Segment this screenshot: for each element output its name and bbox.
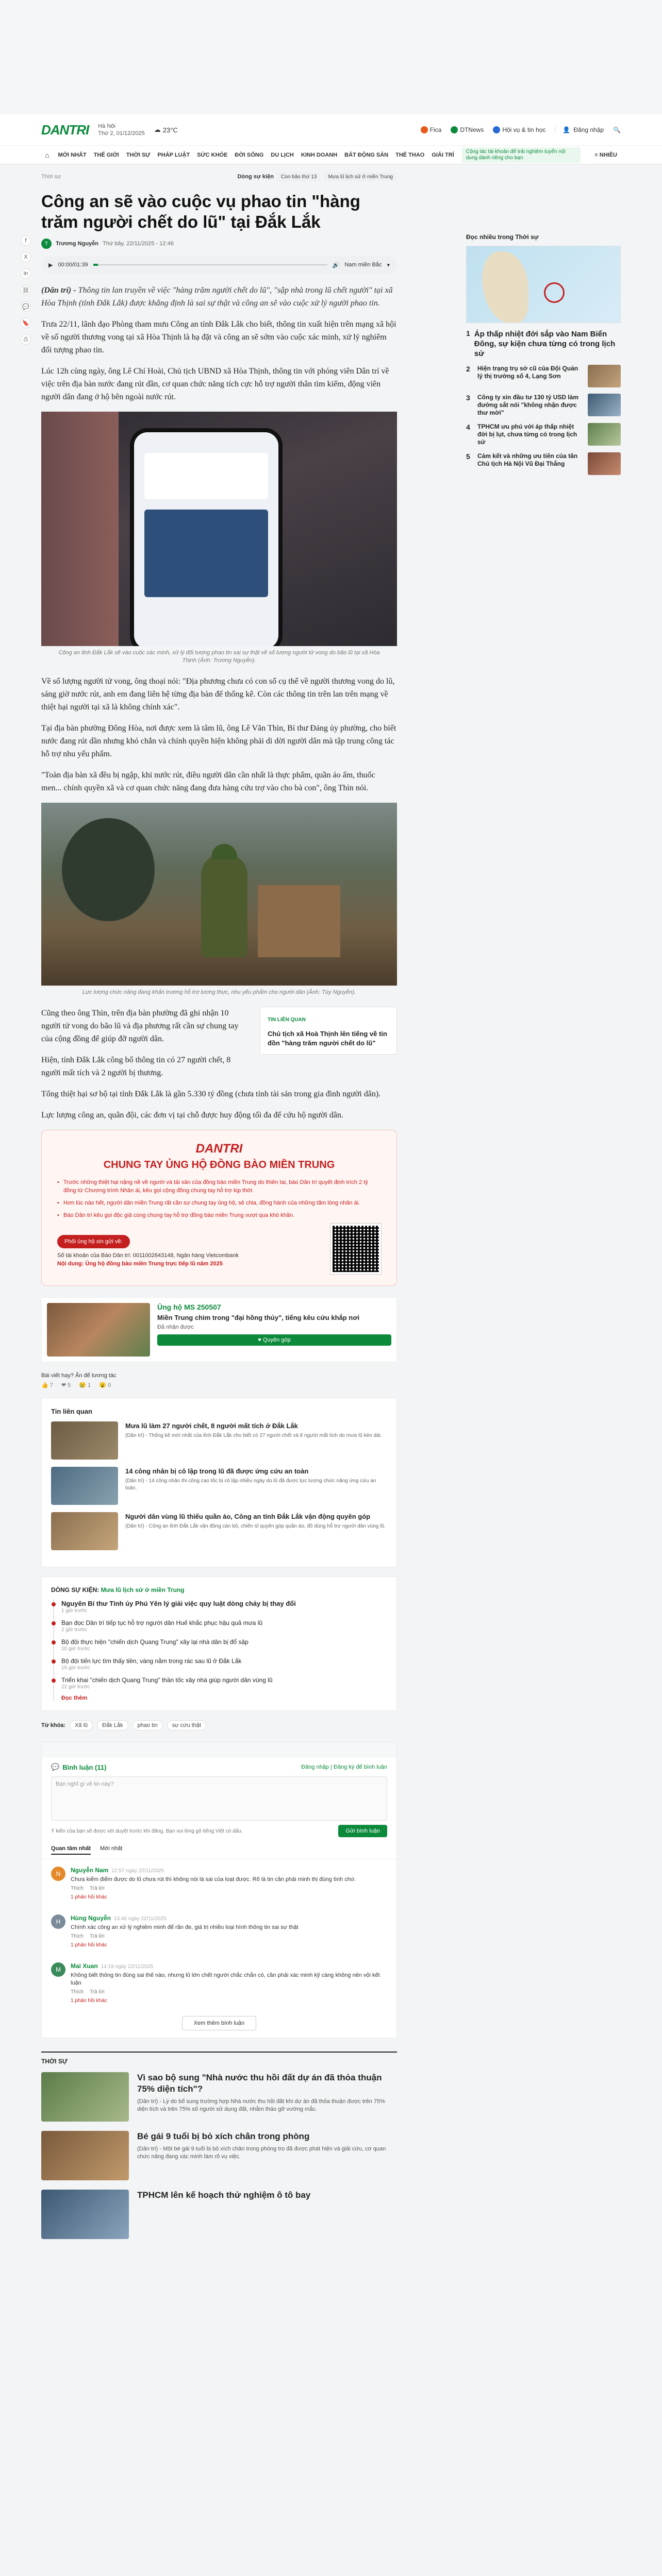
login-label: Đăng nhập xyxy=(573,126,604,133)
avatar: M xyxy=(51,1962,65,1977)
weather-widget[interactable] xyxy=(154,126,178,134)
home-icon[interactable]: ⌂ xyxy=(45,150,49,159)
comment-replies-link[interactable]: 1 phản hồi khác xyxy=(71,1894,107,1900)
comment-reply[interactable]: Trả lời xyxy=(90,1989,105,1995)
rank-number: 3 xyxy=(466,394,470,402)
date-text: Thứ 2, 01/12/2025 xyxy=(98,130,145,137)
hoivu-icon xyxy=(493,126,500,133)
article-figure xyxy=(41,412,397,665)
list-item-title[interactable]: Bé gái 9 tuổi bị bỏ xích chân trong phòng xyxy=(137,2131,310,2141)
paragraph: Lúc 12h cùng ngày, ông Lê Chí Hoài, Chủ tịch UBND xã Hòa Thịnh, thông tin với phóng viên Dân trí về việc trên địa bàn nước đang rút dần, cơ quan chức năng tích cực hỗ trợ người thân tìm kiếm, động viên người dân đang ở hộ bên ngoài nước rút. xyxy=(41,367,389,401)
comment-like[interactable]: Thích xyxy=(71,1934,84,1939)
header-link-fica[interactable] xyxy=(421,126,442,133)
user-icon: 👤 xyxy=(562,126,571,133)
search-icon[interactable]: 🔍 xyxy=(613,126,621,133)
bookmark-icon[interactable]: 🔖 xyxy=(21,318,31,328)
list-item-title[interactable]: TPHCM lên kế hoạch thử nghiệm ô tô bay xyxy=(137,2190,311,2200)
comment-replies-link[interactable]: 1 phản hồi khác xyxy=(71,1998,107,2004)
wow-reaction[interactable]: 😮 0 xyxy=(99,1382,111,1388)
comment-icon: 💬 xyxy=(51,1763,60,1771)
list-item-title[interactable]: 14 công nhân bị cô lập trong lũ đã được ứng cứu an toàn xyxy=(125,1467,309,1475)
sidebar-item-title[interactable]: Cảm kết và những ưu tiên của tân Chủ tịch Hà Nội Vũ Đại Thắng xyxy=(477,452,578,467)
nav-item-kinh-doanh[interactable]: KINH DOANH xyxy=(301,151,338,158)
comment-text: Chưa kiểm điểm được do lũ chưa rút thì không nói là sai của loạt được. Rõ là tin cần phải minh thị đúng tình chứ. xyxy=(71,1876,356,1883)
sidebar-item-title[interactable]: Công ty xin đầu tư 130 tỷ USD làm đường sắt nói "không nhận được thư mời" xyxy=(477,394,579,416)
account-promo[interactable]: Cộng tác tài khoản để trải nghiệm tuyển nội dung dành riêng cho bạn xyxy=(462,147,581,163)
donation-point: • Hơn lúc nào hết, người dân miền Trung rất cần sự chung tay ủng hộ, sẻ chia, đồng hành của những tấm lòng nhân ái. xyxy=(57,1199,381,1207)
event-timeline xyxy=(41,1577,397,1711)
fica-icon xyxy=(421,126,428,133)
sidebar-item[interactable] xyxy=(466,423,621,446)
thumbnail[interactable] xyxy=(588,423,621,446)
comment-item xyxy=(42,1859,396,1907)
list-item-title[interactable]: Vì sao bộ sung "Nhà nước thu hồi đất dự án đã thỏa thuận 75% diện tích"? xyxy=(137,2073,382,2094)
sidebar-heading: Đọc nhiều trong Thời sự xyxy=(466,233,539,241)
flood-relief-image[interactable] xyxy=(41,803,397,986)
sapo-text: Thông tin lan truyền về việc "hàng trăm người chết do lũ", "sập nhà trong lũ chết người" tại xã Hòa Thịnh (tỉnh Đắk Lắk) được khẳng định là sai sự thật và công an sẽ vào cuộc xử lý người phao tin. xyxy=(41,286,393,308)
love-reaction[interactable]: ❤ 5 xyxy=(61,1382,71,1388)
keyword-tag[interactable]: Xã lũ xyxy=(70,1720,93,1731)
sidebar-item-title[interactable]: TPHCM ưu phú với áp thấp nhiệt đới bị lụt, chưa từng có trong lịch sử xyxy=(477,423,577,446)
related-news-title: Tin liên quan xyxy=(51,1408,92,1415)
menu-button[interactable]: ≡ NHIỀU xyxy=(594,151,617,158)
sidebar-item[interactable] xyxy=(466,394,621,417)
date-box xyxy=(98,123,145,137)
nav-item-du-lich[interactable]: DU LỊCH xyxy=(271,151,294,158)
reaction-count: 5 xyxy=(68,1382,71,1388)
list-item-desc: (Dân trí) - Công an tỉnh Đắk Lắk vận động cán bộ, chiến sĩ quyên góp quần áo, đồ dùng hỗ trợ người dân vùng lũ. xyxy=(125,1523,386,1529)
event-read-more[interactable]: Đọc thêm xyxy=(61,1695,88,1701)
top-ad-area xyxy=(0,0,662,114)
comment-item xyxy=(42,1907,396,1955)
header-link-label: Fica xyxy=(429,126,442,133)
fund-donate-button[interactable] xyxy=(157,1334,391,1346)
author-row xyxy=(41,239,397,249)
event-label: DÒNG SỰ KIỆN: xyxy=(51,1586,100,1594)
comments-login-link[interactable]: Đăng nhập xyxy=(301,1764,329,1770)
breadcrumb[interactable]: Thời sự xyxy=(41,174,61,180)
paragraph: Trưa 22/11, lãnh đạo Phòng tham mưu Công an tỉnh Đắk Lắk cho biết, thông tin xuất hiện trên mạng xã hội về số người thương vong tại xã Hòa Thịnh là hạ đặt và công an sẽ sớm vào cuộc xác minh, xử lý nghiêm đối tượng phao tin. xyxy=(41,320,396,354)
thumbnail[interactable] xyxy=(588,452,621,475)
sidebar xyxy=(466,172,621,2248)
comment-text: Chính xác công an xử lý nghiêm minh để răn đe, giá trị nhiều loại hình thông tin sai sự thật xyxy=(71,1924,299,1930)
article-sapo xyxy=(41,284,397,310)
tab-top-comments[interactable]: Quan tâm nhất xyxy=(51,1845,91,1855)
avatar: N xyxy=(51,1867,65,1881)
sidebar-item[interactable] xyxy=(466,452,621,475)
nav-item-thoi-su[interactable]: THỜI SỰ xyxy=(126,151,151,158)
author-name[interactable]: Trương Nguyễn xyxy=(56,241,99,247)
reaction-question: Bài viết hay? Ấn để tương tác xyxy=(41,1372,117,1379)
comments-section: 💬 Bình luận (11) Đăng nhập | Đăng ký để bình luận Bạn nghĩ gì về tin này? Ý kiến của bạn sẽ được xét duyệt trước khi đăng. Bạn vui lòng gõ tiếng Việt có dấu. Gửi bình luận Quan tâm nhất Mới nhất N Nguyễn Nam 12:57 ngày 22/11/2025 Chưa kiểm điểm được do lũ chưa rút thì không nói là sai của loạt được. Rõ là tin cần phải minh thị đúng tình chứ. Thích Trả lời 1 phản hồi khác H Hùng Nguyễn 13:46 ngày 22/11/2025 Chính xác công an xử lý nghiêm minh để răn đe, giá trị nhiều loại hình thông tin sai sự thật Thích Trả lời 1 phản hồi khác M Mai Xuan 14:19 ngày 22/11/2025 Không biết thông tin đúng sai thế nào, nhưng lũ lớn chết người chắc chắn có, cần phải xác minh kỹ càng không nên vội kết luận Thích Trả lời 1 phản hồi khác Xem thêm bình luận xyxy=(41,1742,397,2038)
donation-note: Nội dung: Ủng hộ đồng bào miền Trung trực tiếp lũ năm 2025 xyxy=(57,1261,223,1267)
event-item-time: 2 giờ trước xyxy=(61,1627,87,1633)
thoi-su-section xyxy=(41,2052,397,2239)
keyword-tag[interactable]: phao tin xyxy=(133,1720,163,1731)
paragraph: Hiện, tỉnh Đắk Lắk công bố thông tin có 27 người chết, 8 người mất tích và 2 người bị thương. xyxy=(41,1056,231,1077)
site-header xyxy=(0,114,662,164)
sidebar-item[interactable] xyxy=(466,365,621,387)
avatar: T xyxy=(41,239,52,249)
audio-progress[interactable] xyxy=(93,264,327,265)
related-inline-title[interactable]: Chủ tịch xã Hoà Thịnh lên tiếng về tin đồn "hàng trăm người chết do lũ" xyxy=(268,1030,387,1047)
related-inline-box[interactable] xyxy=(260,1007,397,1055)
list-item-title[interactable]: Người dân vùng lũ thiếu quần áo, Công an tỉnh Đắk Lắk vận động quyên góp xyxy=(125,1513,371,1520)
link-icon[interactable]: ⛓ xyxy=(21,285,31,295)
fund-title[interactable]: Miền Trung chìm trong "đại hồng thủy", tiếng kêu cứu khắp nơi xyxy=(157,1314,360,1321)
thumbnail[interactable] xyxy=(588,394,621,416)
sidebar-ad-area xyxy=(466,172,621,233)
event-item-title[interactable]: Triển khai "chiến dịch Quang Trung" thần tốc xây nhà giúp người dân vùng lũ xyxy=(61,1676,273,1684)
volume-icon[interactable]: 🔊 xyxy=(332,262,340,268)
nav-item-doi-song[interactable]: ĐỜI SỐNG xyxy=(235,151,264,158)
event-item-title[interactable]: Bộ đội thực hiện "chiến dịch Quang Trung" xây lại nhà dân bị đổ sập xyxy=(61,1638,249,1646)
facebook-icon[interactable]: f xyxy=(21,235,31,246)
thumbnail[interactable] xyxy=(41,2190,129,2239)
avatar: H xyxy=(51,1914,65,1929)
donation-logo: DANTRI xyxy=(195,1142,243,1156)
rank-number: 4 xyxy=(466,423,470,431)
nav-item-the-gioi[interactable]: THẾ GIỚI xyxy=(93,151,119,158)
publish-time: Thứ bảy, 22/11/2025 - 12:46 xyxy=(103,241,174,247)
event-timeline-header xyxy=(51,1586,387,1594)
fund-image xyxy=(47,1303,150,1357)
phone-screenshot-image[interactable] xyxy=(41,412,397,646)
comment-reply[interactable]: Trả lời xyxy=(90,1886,105,1891)
section-title[interactable]: THỜI SỰ xyxy=(41,2058,68,2065)
list-item[interactable] xyxy=(51,1512,387,1550)
comments-top-bar xyxy=(42,1742,396,1758)
send-comment-button[interactable]: Gửi bình luận xyxy=(338,1825,387,1837)
article-figure xyxy=(41,803,397,996)
sidebar-item-title[interactable]: Áp thấp nhiệt đới sắp vào Nam Biển Đông, sự kiện chưa từng có trong lịch sử xyxy=(474,330,616,358)
share-bar xyxy=(21,235,31,345)
related-news xyxy=(41,1398,397,1567)
list-item[interactable] xyxy=(41,2131,397,2180)
event-item[interactable] xyxy=(61,1657,387,1671)
tab-newest-comments[interactable]: Mới nhất xyxy=(100,1845,123,1852)
linkedin-icon[interactable]: in xyxy=(21,268,31,279)
reaction-count: 1 xyxy=(88,1382,91,1388)
bank-account-text: Số tài khoản của Báo Dân trí: 0011002643148, Ngân hàng Vietcombank xyxy=(57,1252,239,1259)
comment-like[interactable]: Thích xyxy=(71,1989,84,1995)
list-item[interactable] xyxy=(41,2190,397,2239)
keyword-tag[interactable]: Đắk Lắk xyxy=(97,1720,128,1731)
nav-item-bat-dong-san[interactable]: BẤT ĐỘNG SẢN xyxy=(344,151,389,158)
rank-number: 5 xyxy=(466,452,470,461)
sidebar-item-title[interactable]: Hiện trạng trụ sở cũ của Đội Quản lý thị trường số 4, Lạng Sơn xyxy=(477,365,578,380)
audio-time: 00:00/01:39 xyxy=(58,262,88,268)
reaction-bar xyxy=(41,1372,397,1388)
list-item-desc: (Dân trí) - 14 công nhân thi công cao tốc bị cô lập nhiều ngày do lũ đã được lực lượng chức năng ứng cứu an toàn. xyxy=(125,1478,376,1491)
event-item-title[interactable]: Bạn đọc Dân trí tiếp tục hỗ trợ người dân Huế khắc phục hậu quả mưa lũ xyxy=(61,1619,263,1626)
event-tag[interactable]: Mưa lũ lịch sử ở miền Trung xyxy=(324,173,397,181)
heart-icon: ♥ xyxy=(258,1337,263,1343)
thumbnail[interactable] xyxy=(51,1467,118,1505)
comment-author: Mai Xuan xyxy=(71,1962,98,1970)
event-item-title[interactable]: Nguyên Bí thư Tỉnh ủy Phú Yên lý giải việc quy luật dòng chảy bị thay đổi xyxy=(61,1600,296,1607)
donation-point: • Báo Dân trí kêu gọi độc giả cùng chung tay hỗ trợ đồng bào miền Trung vượt qua khó khăn. xyxy=(57,1211,381,1219)
event-item[interactable] xyxy=(61,1619,387,1633)
load-more-comments-button[interactable]: Xem thêm bình luận xyxy=(182,2016,256,2030)
event-item[interactable] xyxy=(61,1600,387,1614)
dtnews-icon xyxy=(451,126,458,133)
weather-temp: 23°C xyxy=(162,126,178,134)
donation-banner xyxy=(41,1130,397,1286)
main-nav xyxy=(0,145,662,164)
fund-code: Ủng hộ MS 250507 xyxy=(157,1303,221,1311)
login-button[interactable] xyxy=(555,126,604,133)
thumbnail[interactable] xyxy=(41,2131,129,2180)
article-main xyxy=(41,172,397,2248)
comment-time: 12:57 ngày 22/11/2025 xyxy=(111,1868,164,1874)
donate-button[interactable]: Phối ủng hộ xin gửi về: xyxy=(57,1235,130,1248)
header-link-hoivu[interactable] xyxy=(493,126,545,133)
event-item-title[interactable]: Bộ đội tiến lực tìm thấy tiền, vàng nằm trong rác sau lũ ở Đắk Lắk xyxy=(61,1657,242,1665)
header-link-dtnews[interactable] xyxy=(451,126,484,133)
audio-player xyxy=(41,256,397,274)
comment-input[interactable]: Bạn nghĩ gì về tin này? xyxy=(51,1776,387,1821)
x-icon[interactable]: X xyxy=(21,252,31,262)
nav-item-phap-luat[interactable]: PHÁP LUẬT xyxy=(157,151,190,158)
comment-text: Không biết thông tin đúng sai thế nào, nhưng lũ lớn chết người chắc chắn có, cần phải xác minh kỹ càng không nên vội kết luận xyxy=(71,1972,380,1986)
list-item[interactable] xyxy=(41,2072,397,2122)
reaction-count: 0 xyxy=(107,1382,111,1388)
rank-number: 1 xyxy=(466,329,470,337)
comment-note: Ý kiến của bạn sẽ được xét duyệt trước khi đăng. Bạn vui lòng gõ tiếng Việt có dấu. xyxy=(51,1828,243,1834)
figure-caption: Công an tỉnh Đắk Lắk sẽ vào cuộc xác minh, xử lý đối tượng phao tin sai sự thật về số lượng người tử vong do bão lũ tại xã Hòa Thịnh (Ảnh: Trương Nguyễn). xyxy=(58,650,380,664)
comments-title: Bình luận (11) xyxy=(62,1763,107,1771)
event-item[interactable] xyxy=(61,1676,387,1690)
keyword-tag[interactable]: sự cứu thật xyxy=(167,1720,206,1731)
list-item-desc: (Dân trí) - Một bé gái 9 tuổi bị bỏ xích chân trong phòng trọ đã được phát hiện và giải cứu, cơ quan chức năng đang xác minh làm rõ vụ việc. xyxy=(137,2146,386,2160)
sidebar-item[interactable] xyxy=(466,329,621,359)
sapo-source: (Dân trí) - xyxy=(41,286,78,295)
list-item-desc: (Dân trí) - Thống kê mới nhất của tỉnh Đắk Lắk cho biết có 27 người chết và 8 người mất tích do mưa lũ kéo dài. xyxy=(125,1433,382,1438)
list-item-title[interactable]: Mưa lũ làm 27 người chết, 8 người mất tích ở Đắk Lắk xyxy=(125,1422,298,1430)
comment-icon[interactable]: 💬 xyxy=(21,301,31,312)
event-item-time: 15 giờ trước xyxy=(61,1665,90,1671)
fund-raised: Đã nhận được xyxy=(157,1324,194,1330)
sidebar-top-image[interactable] xyxy=(466,246,621,323)
comment-reply[interactable]: Trả lời xyxy=(90,1934,105,1939)
paragraph: Về số lượng người tử vong, ông thoại nói: "Địa phương chưa có con số cụ thể về người thương vong do lũ, sáng giờ nước rút, anh em đang liên hệ từng địa bàn để thống kê. Còn các thông tin trên lan trên mạng về thiệt hại người tại xã là không chính xác". xyxy=(41,677,395,711)
paragraph: Cũng theo ông Thìn, trên địa bàn phường đã ghi nhận 10 người tử vong do bão lũ và địa phương rất cần sự chung tay của cộng đồng để giúp đỡ người dân. xyxy=(41,1009,239,1043)
paragraph: Lực lượng công an, quân đội, các đơn vị tại chỗ được huy động tối đa để cứu hộ người dân. xyxy=(41,1111,343,1120)
thumbnail[interactable] xyxy=(51,1421,118,1460)
paragraph: Tại địa bàn phường Đông Hòa, nơi được xem là tâm lũ, ông Lê Văn Thìn, Bí thư Đảng ủy phường, cho biết nước đang rút dần nhưng khó chắn và chính quyền hiện không phải di dời người dân mà tập trung công tác hỗ trợ nhu yếu phẩm. xyxy=(41,724,396,758)
list-item-desc: (Dân trí) - Lý do bổ sung trường hợp Nhà nước thu hồi đất khi dự án đã thỏa thuận được trên 75% diện tích và trên 75% số người sử dụng đất, nhằm tháo gỡ vướng mắc. xyxy=(137,2098,385,2112)
comment-item xyxy=(42,1955,396,2011)
event-item[interactable] xyxy=(61,1638,387,1652)
event-item-time: 10 giờ trước xyxy=(61,1646,90,1652)
nav-item-the-thao[interactable]: THỂ THAO xyxy=(395,151,425,158)
voice-select[interactable]: Nam miền Bắc xyxy=(344,262,382,268)
nav-item-moi-nhat[interactable]: MỚI NHẤT xyxy=(58,151,87,158)
donation-point: • Trước những thiệt hại nặng nề về người và tài sản của đồng bào miền Trung do thiên tai, báo Dân trí quyết định trích 2 tỷ đồng từ Chương trình Nhân ái, kêu gọi cộng đồng chung tay hỗ trợ kịp thời. xyxy=(57,1178,381,1195)
comment-like[interactable]: Thích xyxy=(71,1886,84,1891)
event-item-time: 22 giờ trước xyxy=(61,1684,90,1690)
play-icon[interactable]: ▶ xyxy=(48,262,53,268)
chevron-down-icon: ▾ xyxy=(387,262,390,268)
list-item[interactable] xyxy=(51,1467,387,1505)
keywords xyxy=(41,1720,397,1731)
print-icon[interactable]: ⎙ xyxy=(21,334,31,345)
comment-time: 14:19 ngày 22/11/2025 xyxy=(101,1964,154,1970)
comment-time: 13:46 ngày 22/11/2025 xyxy=(114,1916,167,1922)
sad-reaction[interactable]: 😢 1 xyxy=(79,1382,91,1388)
thumbnail[interactable] xyxy=(41,2072,129,2122)
cloud-icon: ☁ xyxy=(154,126,161,133)
like-reaction[interactable]: 👍 7 xyxy=(41,1382,53,1388)
event-name[interactable]: Mưa lũ lịch sử ở miền Trung xyxy=(101,1586,185,1594)
thumbnail[interactable] xyxy=(51,1512,118,1550)
article-title: Công an sẽ vào cuộc vụ phao tin "hàng trăm người chết do lũ" tại Đắk Lắk xyxy=(41,192,360,231)
comment-replies-link[interactable]: 1 phản hồi khác xyxy=(71,1942,107,1948)
qr-code xyxy=(330,1224,381,1274)
nav-item-suc-khoe[interactable]: SỨC KHỎE xyxy=(197,151,228,158)
figure-caption: Lực lượng chức năng đang khẩn trương hỗ trợ lương thực, nhu yếu phẩm cho người dân (Ảnh: Tùy Nguyễn). xyxy=(82,989,356,995)
location-text: Hà Nội xyxy=(98,123,115,129)
site-logo[interactable]: DANTRI xyxy=(41,122,89,138)
related-inline-label: TIN LIÊN QUAN xyxy=(268,1017,306,1023)
thumbnail[interactable] xyxy=(588,365,621,387)
donation-heading: CHUNG TAY ỦNG HỘ ĐỒNG BÀO MIỀN TRUNG xyxy=(103,1159,335,1171)
event-tags-label: Dòng sự kiện xyxy=(237,174,274,180)
event-item-time: 1 giờ trước xyxy=(61,1608,87,1614)
list-item[interactable] xyxy=(51,1421,387,1460)
header-link-label: Hội vụ & tin học xyxy=(502,126,546,133)
paragraph: Tổng thiệt hại sơ bộ tại tỉnh Đắk Lắk là gần 5.330 tỷ đồng (chưa tính tài sản trong gia đình người dân). xyxy=(41,1090,381,1098)
comment-author: Nguyễn Nam xyxy=(71,1867,109,1874)
paragraph: "Toàn địa bàn xã đều bị ngập, khi nước rút, điều người dân cần nhất là thực phẩm, quần áo ấm, thuốc men... chính quyền xã và cơ quan chức năng đang đưa hàng cứu trợ vào cho bà con", ông Thìn nói. xyxy=(41,771,375,792)
keywords-label: Từ khóa: xyxy=(41,1722,66,1728)
reaction-count: 7 xyxy=(49,1382,53,1388)
event-tag[interactable]: Con bão thứ 13 xyxy=(277,173,321,181)
rank-number: 2 xyxy=(466,365,470,373)
header-link-label: DTNews xyxy=(460,126,484,133)
comments-register-link[interactable]: Đăng ký để bình luận xyxy=(334,1764,387,1770)
nav-item-giai-tri[interactable]: GIẢI TRÍ xyxy=(432,151,454,158)
fund-card[interactable] xyxy=(41,1297,397,1362)
comment-author: Hùng Nguyễn xyxy=(71,1914,111,1922)
fund-button-label: Quyên góp xyxy=(262,1337,291,1343)
